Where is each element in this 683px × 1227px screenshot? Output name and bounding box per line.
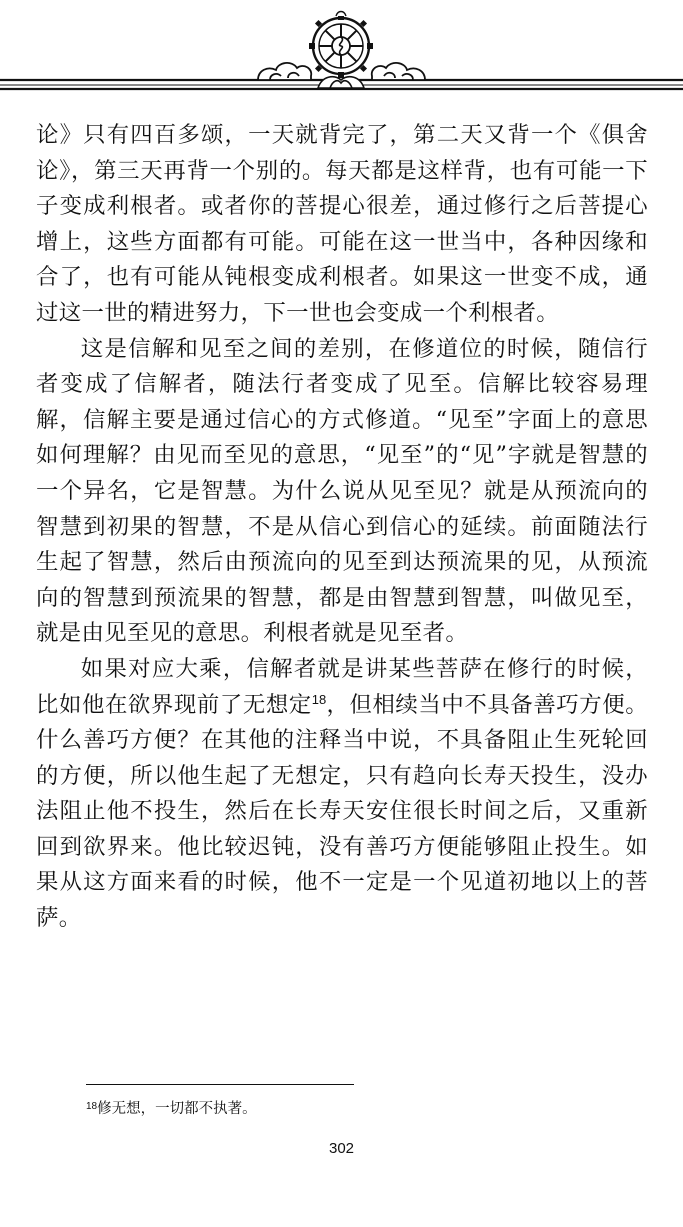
footnote-reference[interactable]: 18 [311,691,327,707]
left-cloud-icon [258,63,311,80]
right-cloud-icon [372,63,425,80]
footnote [86,1099,257,1119]
paragraph-1: 论》只有四百多颂，一天就背完了，第二天又背一个《俱舍论》，第三天再背一个别的。每天都是这样背，也有可能一下子变成利根者。或者你的菩提心很差，通过修行之后菩提心增上，这些方面都有可能。可能在这一世当中，各种因缘和合了，也有可能从钝根变成利根者。如果这一世变不成，通过这一世的精进努力，下一世也会变成一个利根者。 [36,122,648,326]
paragraph-3-end: ，但相续当中不具备善巧方便。什么善巧方便？在其他的注释当中说，不具备阻止生死轮回的方便，所以他生起了无想定，只有趋向长寿天投生，没办法阻止他不投生，然后在长寿天安住很长时间之后，又重新回到欲界来。他比较迟钝，没有善巧方便能够阻止投生。如果从这方面来看的时候，他不一定是一个见道初地以上的菩萨。 [36,691,648,932]
body-text [36,118,648,937]
footnote-number: 18 [86,1101,98,1112]
paragraph-3 [36,652,648,937]
header-ornament [0,0,683,110]
page-number: 302 [328,1140,355,1157]
footnote-text: 修无想，一切都不执著。 [97,1101,257,1117]
paragraph-2: 这是信解和见至之间的差别，在修道位的时候，随信行者变成了信解者，随法行者变成了见至。信解比较容易理解，信解主要是通过信心的方式修道。“见至”字面上的意思如何理解？由见而至见的意思，“见至”的“见”字就是智慧的一个异名，它是智慧。为什么说从见至见？就是从预流向的智慧到初果的智慧，不是从信心到信心的延续。前面随法行生起了智慧，然后由预流向的见至到达预流果的见，从预流向的智慧到预流果的智慧，都是由智慧到智慧，叫做见至，就是由见至见的意思。利根者就是见至者。 [36,335,648,647]
dharma-wheel-icon [309,12,373,79]
footnote-divider [86,1084,354,1085]
lotus-base-icon [318,77,364,88]
paragraph-3-start: 如果对应大乘，信解者就是讲某些菩萨在修行的时候，比如他在欲界现前了无想定 [36,655,648,718]
